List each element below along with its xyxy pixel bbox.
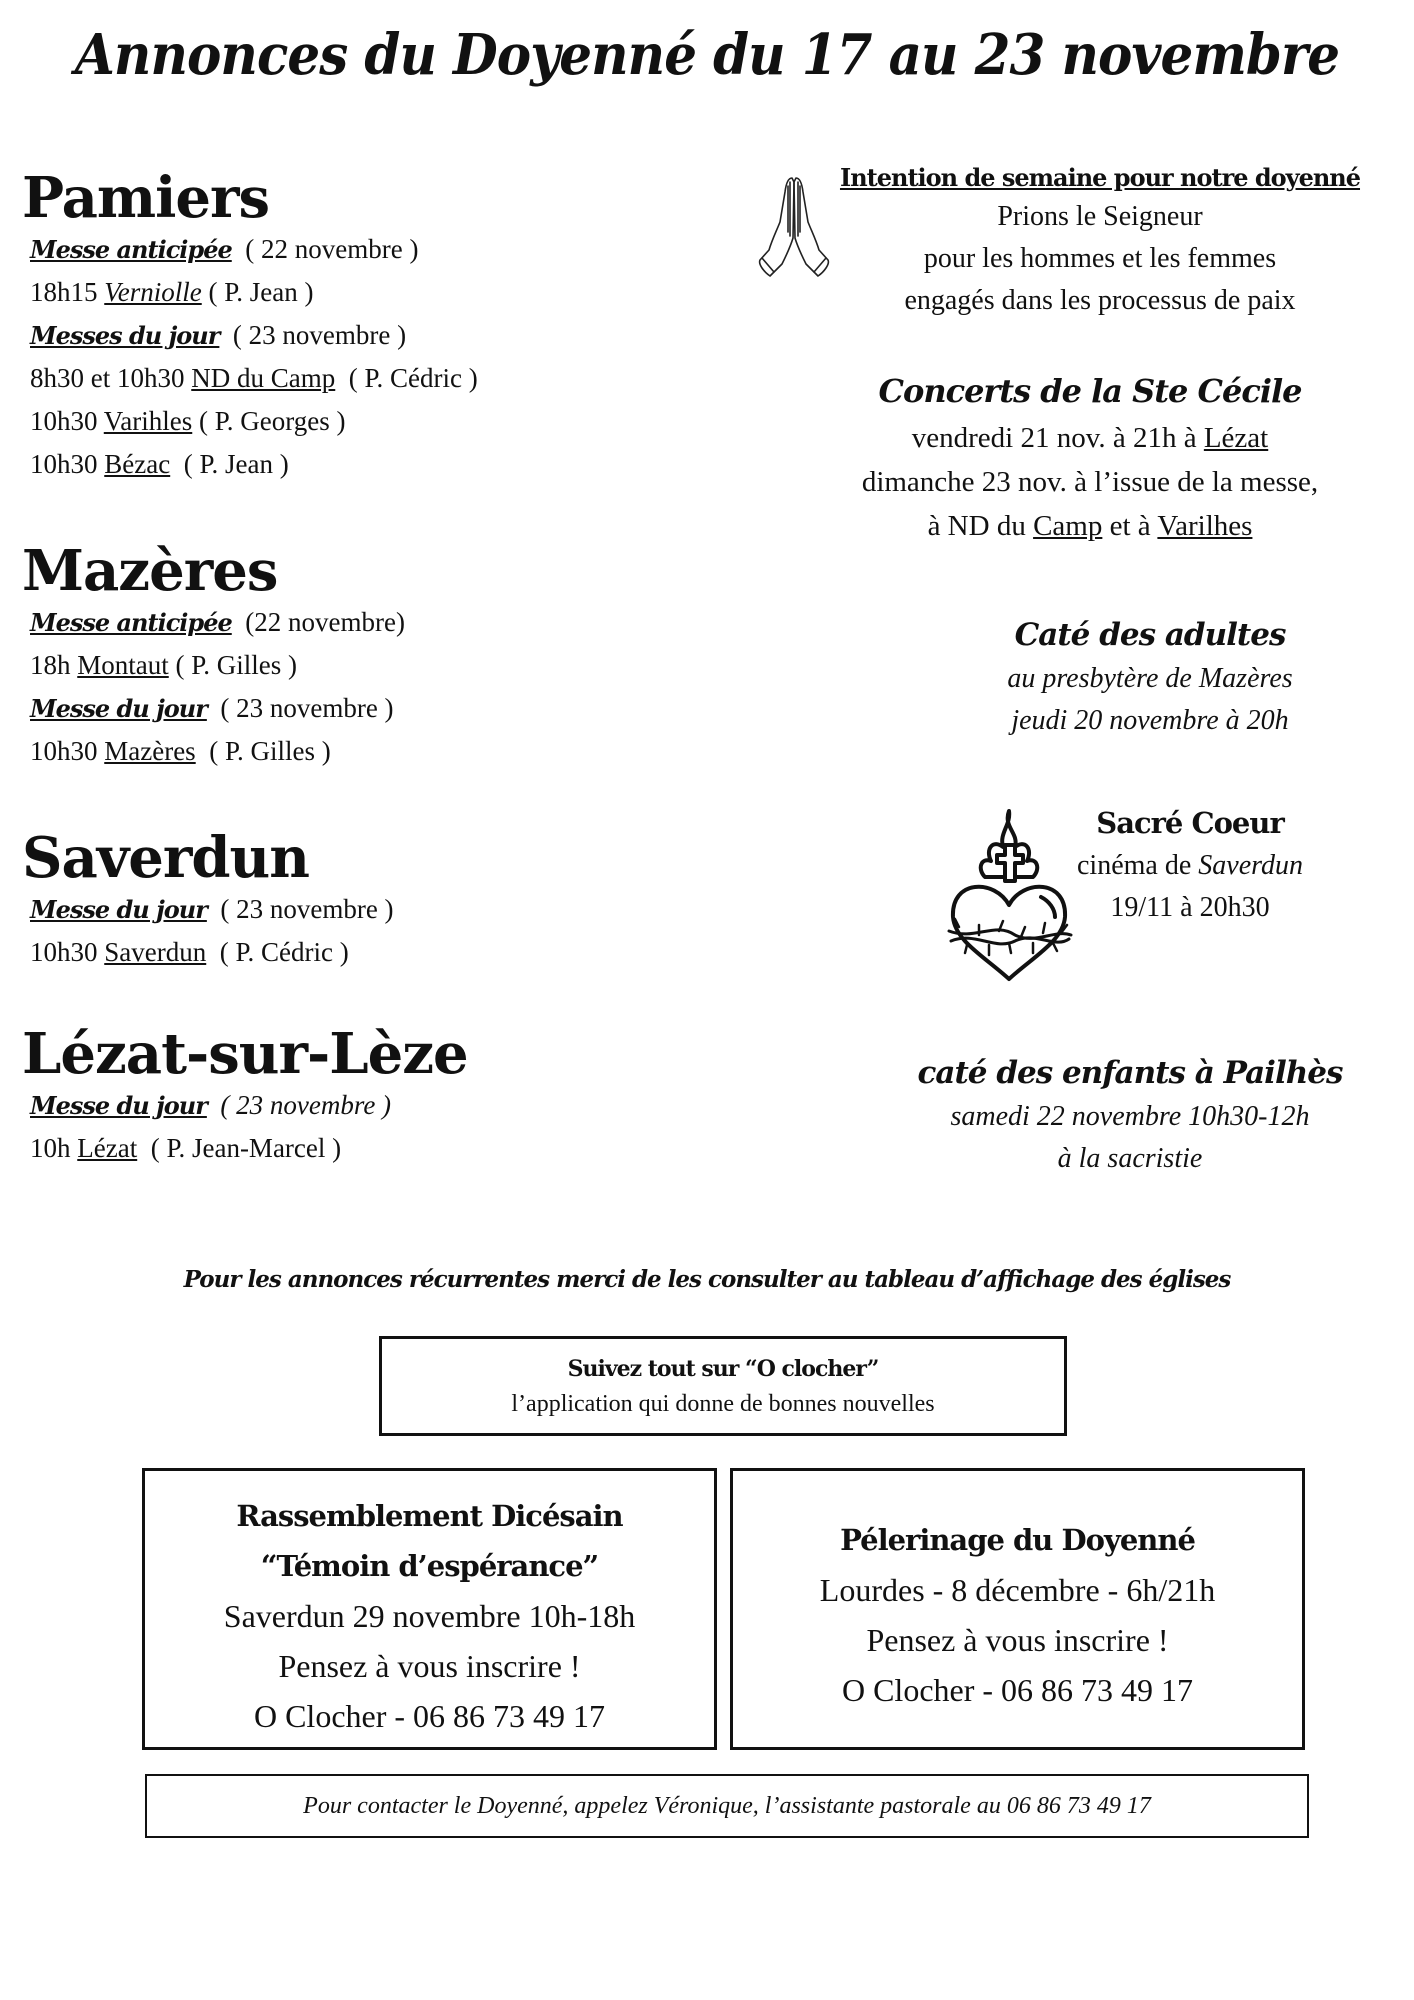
parish-name: Saverdun [22,825,309,891]
parish-mazeres [22,538,405,773]
cate-adultes-line: jeudi 20 novembre à 20h [1011,705,1289,736]
contact-box: Pour contacter le Doyenné, appelez Véronique, l’assistante pastorale au 06 86 73 49 17 [145,1774,1309,1838]
parish-saverdun [22,825,394,974]
app-box-text: l’application qui donne de bonnes nouvelles [511,1391,935,1417]
cate-adultes-heading: Caté des adultes [1014,617,1286,653]
place-link: Lézat [77,1133,138,1163]
rassemblement-subheading: “Témoin d’espérance” [260,1549,599,1583]
parish-lezat [22,1021,468,1170]
mass-line: 10h Lézat ( P. Jean-Marcel ) [30,1133,342,1163]
mass-label-line: Messe anticipée ( 22 novembre ) [30,234,419,264]
pelerinage-box [730,1468,1305,1750]
mass-line: 10h30 Mazères ( P. Gilles ) [30,736,331,766]
mass-line: 10h30 Varihles ( P. Georges ) [30,406,346,436]
rassemblement-line: O Clocher - 06 86 73 49 17 [253,1698,606,1734]
place-link: Mazères [104,736,196,766]
concerts-line: vendredi 21 nov. à 21h à Lézat [911,422,1269,454]
sacre-coeur-line: 19/11 à 20h30 [1110,892,1270,923]
concerts-line: dimanche 23 nov. à l’issue de la messe, [861,466,1319,498]
app-box [379,1336,1067,1436]
intention-line: pour les hommes et les femmes [923,243,1277,274]
sacre-coeur-line: cinéma de Saverdun [1077,850,1303,881]
rassemblement-box [142,1468,717,1750]
pelerinage-line: O Clocher - 06 86 73 49 17 [841,1672,1194,1708]
mass-label-line: Messe anticipée (22 novembre) [30,607,405,637]
sacre-coeur-heading: Sacré Coeur [1096,806,1284,840]
place-link: Montaut [77,650,169,680]
mass-line: 8h30 et 10h30 ND du Camp ( P. Cédric ) [30,363,478,393]
cate-adultes-line: au presbytère de Mazères [1007,663,1293,694]
parish-name: Pamiers [22,165,270,231]
app-box-heading: Suivez tout sur “O clocher” [567,1356,879,1382]
mass-label-line: Messes du jour ( 23 novembre ) [30,320,407,350]
concerts-section [780,366,1400,548]
mass-label-line: Messe du jour ( 23 novembre ) [30,894,394,924]
page-title: Annonces du Doyenné du 17 au 23 novembre [74,22,1340,88]
parish-pamiers [22,165,478,486]
mass-line: 18h Montaut ( P. Gilles ) [30,650,297,680]
place-link: Verniolle [104,277,202,307]
cate-enfants-heading: caté des enfants à Pailhès [917,1055,1343,1091]
place-link: ND du Camp [191,363,336,393]
intention-heading: Intention de semaine pour notre doyenné [839,163,1361,192]
rassemblement-line: Saverdun 29 novembre 10h-18h [223,1598,636,1634]
rassemblement-line: Pensez à vous inscrire ! [278,1648,581,1684]
mass-line: 10h30 Saverdun ( P. Cédric ) [30,937,349,967]
cate-adultes-section [900,612,1400,742]
pelerinage-line: Lourdes - 8 décembre - 6h/21h [819,1572,1216,1608]
pelerinage-heading: Pélerinage du Doyenné [840,1523,1195,1557]
place-link: Varihles [103,406,193,436]
intention-section [800,160,1400,322]
intention-line: Prions le Seigneur [997,201,1203,232]
concerts-line: à ND du Camp et à Varilhes [927,510,1253,542]
cate-enfants-section [880,1050,1380,1180]
mass-label-line: Messe du jour ( 23 novembre ) [30,1090,392,1120]
rassemblement-heading: Rassemblement Dicésain [236,1499,623,1533]
concerts-heading: Concerts de la Ste Cécile [878,372,1302,410]
place-link: Saverdun [104,937,207,967]
place-link: Bézac [104,449,171,479]
pelerinage-line: Pensez à vous inscrire ! [866,1622,1169,1658]
mass-line: 18h15 Verniolle ( P. Jean ) [30,277,314,307]
mass-label-line: Messe du jour ( 23 novembre ) [30,693,394,723]
parish-name: Mazères [22,538,278,604]
cate-enfants-line: samedi 22 novembre 10h30-12h [950,1101,1310,1132]
recurrent-note: Pour les annonces récurrentes merci de les consulter au tableau d’affichage des églises [183,1266,1231,1293]
cate-enfants-line: à la sacristie [1057,1143,1203,1174]
sacre-coeur-section [1040,802,1340,928]
mass-line: 10h30 Bézac ( P. Jean ) [30,449,289,479]
parish-name: Lézat-sur-Lèze [22,1021,468,1087]
intention-line: engagés dans les processus de paix [904,285,1296,316]
